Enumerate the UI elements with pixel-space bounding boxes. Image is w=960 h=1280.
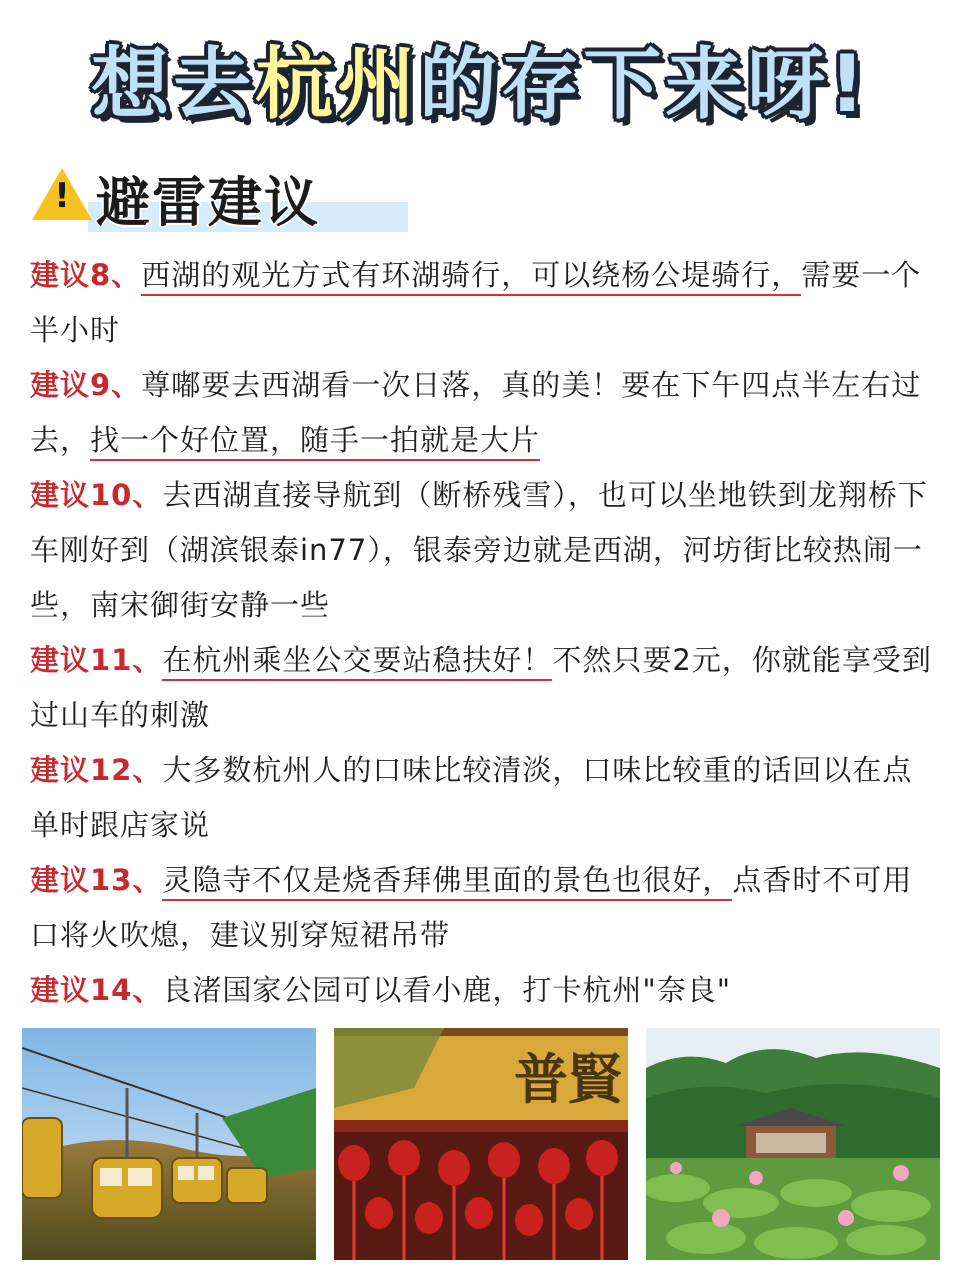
tip-label: 建议12、: [30, 753, 163, 787]
tip-14: [30, 963, 935, 1018]
photo-strip: [22, 1028, 940, 1260]
tip-text: 点香时不可用口将火吹熄，建议别穿短裙吊带: [30, 863, 913, 952]
tip-underlined-text: 灵隐寺不仅是烧香拜佛里面的景色也很好，: [162, 863, 732, 901]
tip-text: 良渚国家公园可以看小鹿，打卡杭州"奈良": [162, 973, 732, 1007]
tip-12: [30, 743, 935, 853]
tip-text: 去西湖直接导航到（断桥残雪），也可以坐地铁到龙翔桥下车刚好到（湖滨银泰in77），银泰旁边就是西湖，河坊街比较热闹一些，南宋御街安静一些: [30, 478, 928, 622]
section-title: 避雷建议: [96, 171, 320, 234]
tip-label: 建议10、: [30, 478, 163, 512]
temple-sign-text: 普賢: [514, 1047, 622, 1111]
title-highlight: 杭州: [255, 40, 420, 130]
tip-text: 不然只要2元，你就能享受到过山车的刺激: [30, 643, 932, 732]
tip-underlined-text: 找一个好位置，随手一拍就是大片: [90, 423, 540, 461]
tip-10: [30, 468, 935, 633]
tip-label: 建议9、: [30, 368, 142, 402]
tip-underlined-text: 西湖的观光方式有环湖骑行，可以绕杨公堤骑行，: [141, 258, 801, 296]
section-header: [28, 158, 388, 238]
tip-label: 建议11、: [30, 643, 163, 677]
title-part2: 的存下来呀!: [419, 40, 869, 130]
tip-13: [30, 853, 935, 963]
tip-text: 需要一个半小时: [30, 258, 922, 347]
tip-label: 建议14、: [30, 973, 163, 1007]
tip-label: 建议13、: [30, 863, 163, 897]
tip-label: 建议8、: [30, 258, 142, 292]
tips-list: [30, 248, 935, 1018]
tip-9: [30, 358, 935, 468]
tip-underlined-text: 在杭州乘坐公交要站稳扶好！: [162, 643, 552, 681]
warning-exclamation: !: [54, 176, 70, 216]
page-title: [0, 22, 960, 134]
tip-text: 大多数杭州人的口味比较清淡，口味比较重的话回以在点单时跟店家说: [30, 753, 913, 842]
lotus-pavilion-photo: [646, 1028, 940, 1260]
tip-text: 尊嘟要去西湖看一次日落，真的美！要在下午四点半左右过去，: [30, 368, 922, 457]
tip-8: [30, 248, 935, 358]
tip-11: [30, 633, 935, 743]
cable-car-photo: [22, 1028, 316, 1260]
title-part1: 想去: [91, 40, 256, 130]
temple-lanterns-photo: [334, 1028, 628, 1260]
